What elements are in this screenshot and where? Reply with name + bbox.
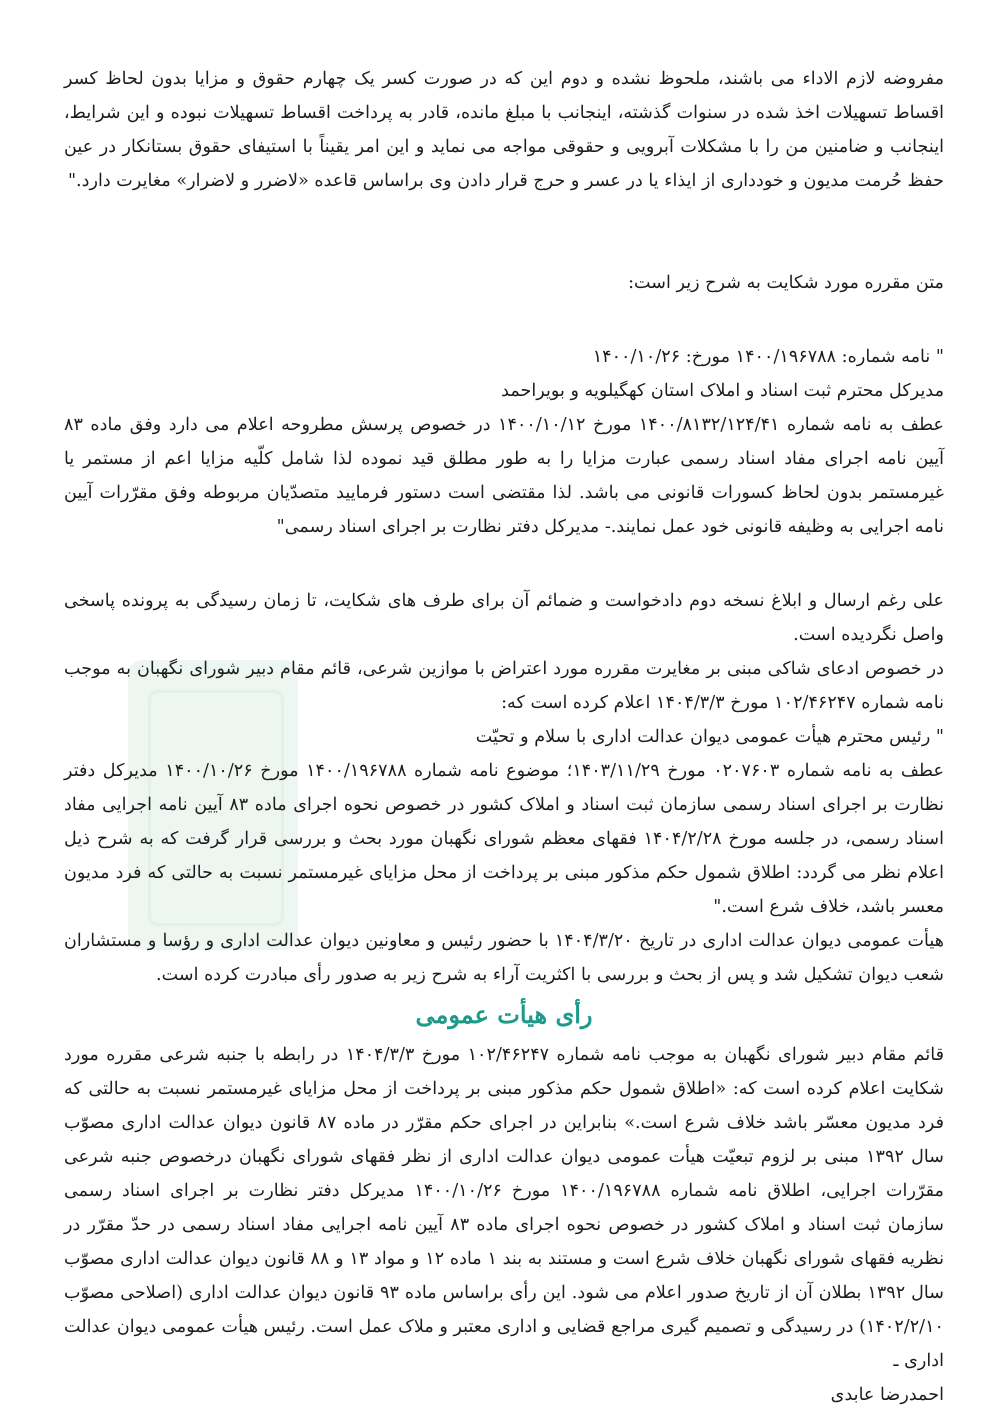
signature: احمدرضا عابدی [830,1385,944,1405]
regulation-letter-number: " نامه شماره: ۱۴۰۰/۱۹۶۷۸۸ مورخ: ۱۴۰۰/۱۰/۲۶ [592,347,944,367]
guardian-council-salutation: " رئیس محترم هیأت عمومی دیوان عدالت اداری با سلام و تحیّت [475,727,944,747]
guardian-council-intro: در خصوص ادعای شاکی مبنی بر مغایرت مقرره مورد اعتراض با موازین شرعی، قائم مقام دبیر شورای نگهبان به موجب نامه شماره ۱۰۲/۴۶۲۴۷ مورخ ۱۴۰۴/۳/۳ اعلام کرده است که: [64,659,944,713]
spacer [64,300,944,340]
spacer [64,544,944,584]
regulation-body: عطف به نامه شماره ۱۴۰۰/۸۱۳۲/۱۲۴/۴۱ مورخ ۱۴۰۰/۱۰/۱۲ در خصوص پرسش مطروحه اعلام می دارد وفق ماده ۸۳ آیین نامه اجرای مفاد اسناد رسمی عبارت مزایا را به طور مطلق قید نموده لذا شامل کلّیه مزایا اعم از مستمر یا غیرمستمر بدون لحاظ کسورات قانونی می باشد. لذا مقتضی است دستور فرمایید متصدّیان مربوطه وفق مقرّرات آیین نامه اجرایی به وظیفه قانونی خود عمل نمایند.- مدیرکل دفتر نظارت بر اجرای اسناد رسمی" [64,415,945,537]
session-paragraph: هیأت عمومی دیوان عدالت اداری در تاریخ ۱۴۰۴/۳/۲۰ با حضور رئیس و معاونین دیوان عدالت اداری و رؤسا و مستشاران شعب دیوان تشکیل شد و پس از بحث و بررسی با اکثریت آراء به شرح زیر به صدور رأی مبادرت کرده است. [64,931,944,985]
spacer [64,198,944,266]
regulation-addressee: مدیرکل محترم ثبت اسناد و املاک استان کهگیلویه و بویراحمد [501,381,944,401]
regulation-heading: متن مقرره مورد شکایت به شرح زیر است: [628,273,944,293]
no-response-paragraph: علی رغم ارسال و ابلاغ نسخه دوم دادخواست و ضمائم آن برای طرف های شکایت، تا زمان رسیدگی به پرونده پاسخی واصل نگردیده است. [64,591,944,645]
verdict-title: رأی هیأت عمومی [415,1000,593,1029]
guardian-council-body: عطف به نامه شماره ۰۲۰۷۶۰۳ مورخ ۱۴۰۳/۱۱/۲۹؛ موضوع نامه شماره ۱۴۰۰/۱۹۶۷۸۸ مورخ ۱۴۰۰/۱۰/۲۶ مدیرکل دفتر نظارت بر اجرای اسناد رسمی سازمان ثبت اسناد و املاک کشور در خصوص نحوه اجرای ماده ۸۳ آیین نامه اجرایی مفاد اسناد رسمی، در جلسه مورخ ۱۴۰۴/۲/۲۸ فقهای معظم شورای نگهبان مورد بحث و بررسی قرار گرفت که به شرح ذیل اعلام نظر می گردد: اطلاق شمول حکم مذکور مبنی بر پرداخت از محل مزایای غیرمستمر نسبت به حالتی که فرد مدیون معسر باشد، خلاف شرع است." [64,761,944,917]
verdict-body: قائم مقام دبیر شورای نگهبان به موجب نامه شماره ۱۰۲/۴۶۲۴۷ مورخ ۱۴۰۴/۳/۳ در رابطه با جنبه شرعی مقرره مورد شکایت اعلام کرده است که: «اطلاق شمول حکم مذکور مبنی بر پرداخت از محل مزایای غیرمستمر نسبت به حالتی که فرد مدیون معسّر باشد خلاف شرع است.» بنابراین در اجرای حکم مقرّر در ماده ۸۷ قانون دیوان عدالت اداری مصوّب سال ۱۳۹۲ مبنی بر لزوم تبعیّت هیأت عمومی دیوان عدالت اداری از نظر فقهای شورای نگهبان درخصوص جنبه شرعی مقرّرات اجرایی، اطلاق نامه شماره ۱۴۰۰/۱۹۶۷۸۸ مورخ ۱۴۰۰/۱۰/۲۶ مدیرکل دفتر نظارت بر اجرای اسناد رسمی سازمان ثبت اسناد و املاک کشور در خصوص نحوه اجرای ماده ۸۳ آیین نامه اجرایی مفاد اسناد رسمی در حدّ مقرّر در نظریه فقهای شورای نگهبان خلاف شرع است و مستند به بند ۱ ماده ۱۲ و مواد ۱۳ و ۸۸ قانون دیوان عدالت اداری مصوّب سال ۱۳۹۲ بطلان آن از تاریخ صدور اعلام می شود. این رأی براساس ماده ۹۳ قانون دیوان عدالت اداری (اصلاحی مصوّب ۱۴۰۲/۲/۱۰) در رسیدگی و تصمیم گیری مراجع قضایی و اداری معتبر و ملاک عمل است. رئیس هیأت عمومی دیوان عدالت اداری ـ [64,1045,945,1371]
intro-paragraph: مفروضه لازم الاداء می باشند، ملحوظ نشده و دوم این که در صورت کسر یک چهارم حقوق و مزایا بدون لحاظ کسر اقساط تسهیلات اخذ شده در سنوات گذشته، اینجانب با مبلغ مانده، قادر به پرداخت اقساط تسهیلات نبوده و این شرایط، اینجانب و ضامنین من را با مشکلات آبرویی و حقوقی مواجه می نماید و این امر یقیناً با استیفای حقوق بستانکار در عین حفظ حُرمت مدیون و خودداری از ایذاء یا در عسر و حرج قرار دادن وی براساس قاعده «لاضرر و لاضرار» مغایرت دارد." [64,69,944,191]
document-content [64,62,944,1412]
